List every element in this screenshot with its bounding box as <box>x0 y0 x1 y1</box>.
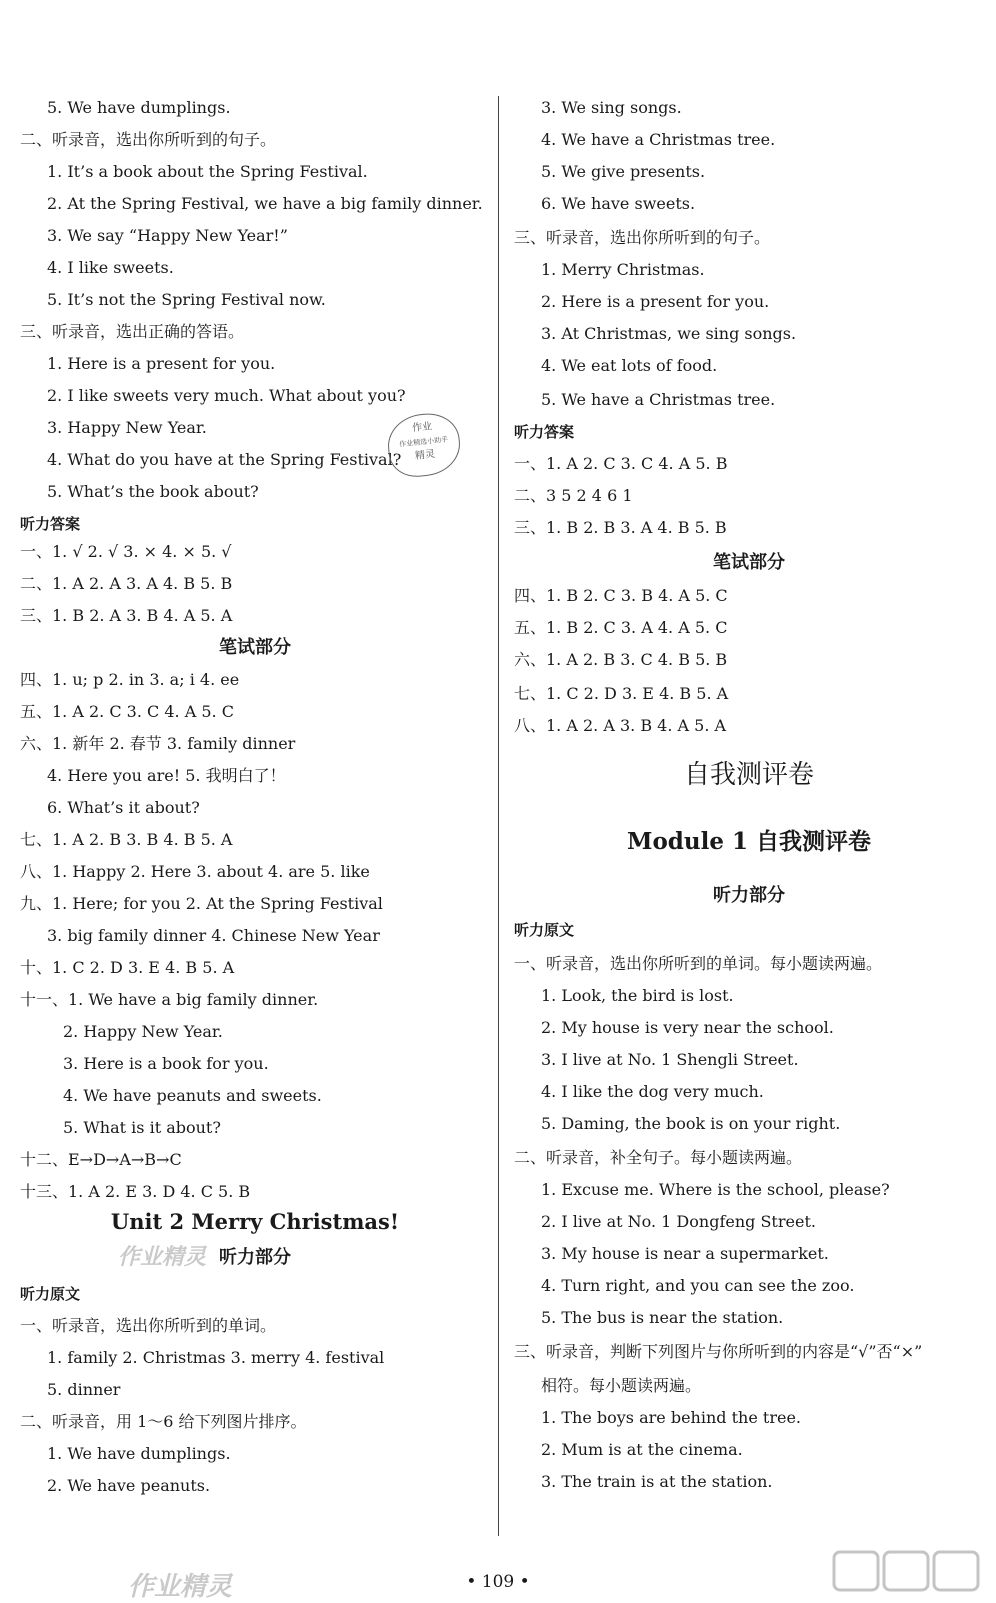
text-line: 三、1. B 2. A 3. B 4. A 5. A <box>20 606 233 625</box>
module1-title: Module 1 自我测评卷 <box>627 828 871 855</box>
text-line: 一、听录音，选出你所听到的单词。每小题读两遍。 <box>514 954 883 973</box>
text-line: 1. We have dumplings. <box>47 1444 231 1463</box>
text-line: 4. Here you are! 5. 我明白了！ <box>47 766 286 785</box>
text-line: 六、1. A 2. B 3. C 4. B 5. B <box>514 650 728 669</box>
text-line: 1. Look, the bird is lost. <box>541 986 734 1005</box>
text-line: 3. Happy New Year. <box>47 418 207 437</box>
text-line: 二、3 5 2 4 6 1 <box>514 486 633 505</box>
text-line: 3. We say “Happy New Year!” <box>47 226 288 245</box>
text-line: 5. The bus is near the station. <box>541 1308 784 1327</box>
self-test-heading: 自我测评卷 <box>683 760 814 790</box>
text-line: 3. We sing songs. <box>541 98 682 117</box>
text-line: 七、1. A 2. B 3. B 4. B 5. A <box>20 830 233 849</box>
written-part-heading: 笔试部分 <box>219 637 291 658</box>
text-line: 5. dinner <box>47 1380 121 1399</box>
text-line: 八、1. A 2. A 3. B 4. A 5. A <box>514 716 727 735</box>
section-label: 听力答案 <box>514 423 575 441</box>
text-line: 2. Mum is at the cinema. <box>541 1440 743 1459</box>
text-line: 一、听录音，选出你所听到的单词。 <box>20 1316 277 1335</box>
section-label: 听力原文 <box>20 1285 81 1303</box>
unit2-title: Unit 2 Merry Christmas! <box>110 1209 400 1234</box>
watermark-top: 作业精灵 <box>118 1245 207 1270</box>
text-line: 1. Merry Christmas. <box>541 260 705 279</box>
text-line: 5. What is it about? <box>63 1118 221 1137</box>
section-label: 听力原文 <box>514 921 575 939</box>
text-line: 一、1. A 2. C 3. C 4. A 5. B <box>514 454 728 473</box>
text-line: 2. Happy New Year. <box>63 1022 223 1041</box>
text-line: 2. I like sweets very much. What about you? <box>47 386 406 405</box>
text-line: 6. We have sweets. <box>541 194 696 213</box>
text-line: 三、听录音，判断下列图片与你所听到的内容是“√”否“×” <box>514 1342 923 1361</box>
text-line: 5. We have dumplings. <box>47 98 231 117</box>
text-line: 2. Here is a present for you. <box>541 292 770 311</box>
text-line: 四、1. B 2. C 3. B 4. A 5. C <box>514 586 728 605</box>
stamp-line-1: 作业 <box>411 421 433 435</box>
text-line: 四、1. u; p 2. in 3. a; i 4. ee <box>20 670 240 689</box>
text-line: 一、1. √ 2. √ 3. × 4. × 5. √ <box>20 542 232 561</box>
text-line: 3. I live at No. 1 Shengli Street. <box>541 1050 799 1069</box>
text-line: 三、听录音，选出你所听到的句子。 <box>514 228 771 247</box>
watermark-bottom: 作业精灵 <box>128 1572 233 1602</box>
text-line: 五、1. A 2. C 3. C 4. A 5. C <box>20 702 234 721</box>
text-line: 十、1. C 2. D 3. E 4. B 5. A <box>20 958 235 977</box>
text-line: 2. We have peanuts. <box>47 1476 211 1495</box>
section-label: 听力答案 <box>20 515 81 533</box>
text-line: 1. Excuse me. Where is the school, please? <box>541 1180 890 1199</box>
text-line: 六、1. 新年 2. 春节 3. family dinner <box>20 734 296 753</box>
text-line: 二、1. A 2. A 3. A 4. B 5. B <box>20 574 233 593</box>
text-line: 五、1. B 2. C 3. A 4. A 5. C <box>514 618 728 637</box>
text-line: 八、1. Happy 2. Here 3. about 4. are 5. like <box>20 862 370 881</box>
text-line: 九、1. Here; for you 2. At the Spring Festival <box>20 894 383 913</box>
text-line: 4. We have a Christmas tree. <box>541 130 776 149</box>
stamp-logo <box>385 410 463 479</box>
text-line: 4. We have peanuts and sweets. <box>63 1086 322 1105</box>
text-line: 2. At the Spring Festival, we have a big family dinner. <box>47 194 483 213</box>
text-line: 4. What do you have at the Spring Festival? <box>47 450 402 469</box>
text-line: 4. I like sweets. <box>47 258 174 277</box>
written-part-heading-right: 笔试部分 <box>713 552 785 573</box>
text-line: 3. The train is at the station. <box>541 1472 773 1491</box>
text-line: 3. At Christmas, we sing songs. <box>541 324 797 343</box>
text-line: 2. My house is very near the school. <box>541 1018 834 1037</box>
text-line: 二、听录音，选出你所听到的句子。 <box>20 130 277 149</box>
text-line: 1. family 2. Christmas 3. merry 4. festival <box>47 1348 385 1367</box>
text-line: 4. I like the dog very much. <box>541 1082 764 1101</box>
stamp-line-2: 作业精选小助手 <box>398 435 449 449</box>
text-line: 2. I live at No. 1 Dongfeng Street. <box>541 1212 816 1231</box>
text-line: 二、听录音，补全句子。每小题读两遍。 <box>514 1148 803 1167</box>
text-line: 三、听录音，选出正确的答语。 <box>20 322 245 341</box>
stamp-line-3: 精灵 <box>414 448 436 462</box>
text-line: 3. My house is near a supermarket. <box>541 1244 829 1263</box>
text-line: 1. The boys are behind the tree. <box>541 1408 801 1427</box>
text-line: 5. Daming, the book is on your right. <box>541 1114 841 1133</box>
listening-part-heading: 听力部分 <box>219 1247 291 1268</box>
text-line: 三、1. B 2. B 3. A 4. B 5. B <box>514 518 727 537</box>
text-line: 5. We have a Christmas tree. <box>541 390 776 409</box>
text-line: 十三、1. A 2. E 3. D 4. C 5. B <box>20 1182 251 1201</box>
text-line: 6. What’s it about? <box>47 798 200 817</box>
column-divider <box>498 96 499 1536</box>
text-line: 3. big family dinner 4. Chinese New Year <box>47 926 380 945</box>
text-line: 二、听录音，用 1～6 给下列图片排序。 <box>20 1412 307 1431</box>
text-line: 十一、1. We have a big family dinner. <box>20 990 319 1009</box>
text-line: 5. We give presents. <box>541 162 706 181</box>
text-line: 4. Turn right, and you can see the zoo. <box>541 1276 855 1295</box>
text-line: 相符。每小题读两遍。 <box>541 1376 702 1395</box>
text-line: 1. Here is a present for you. <box>47 354 276 373</box>
text-line: 5. What’s the book about? <box>47 482 259 501</box>
text-line: 十二、E→D→A→B→C <box>20 1150 182 1169</box>
page-number: • 109 • <box>466 1572 530 1592</box>
text-line: 1. It’s a book about the Spring Festival. <box>47 162 368 181</box>
text-line: 4. We eat lots of food. <box>541 356 718 375</box>
text-line: 3. Here is a book for you. <box>63 1054 269 1073</box>
listening-part-heading-right: 听力部分 <box>713 885 785 906</box>
text-line: 七、1. C 2. D 3. E 4. B 5. A <box>514 684 729 703</box>
text-line: 5. It’s not the Spring Festival now. <box>47 290 326 309</box>
